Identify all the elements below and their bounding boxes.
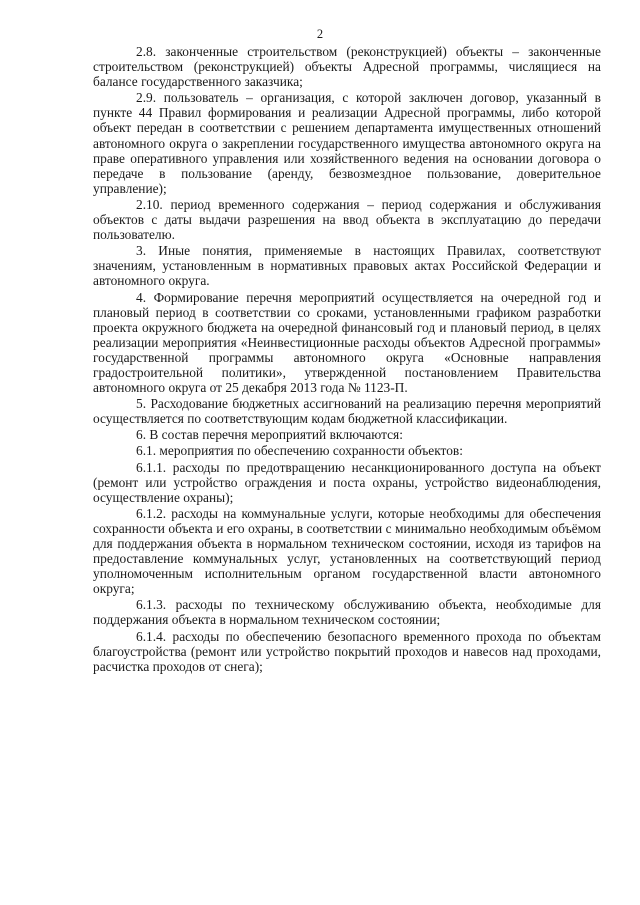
paragraph-2-10: 2.10. период временного содержания – период содержания и обслуживания объектов с даты выдачи разрешения на ввод объекта в эксплуатацию до передачи пользователю.	[93, 196, 601, 243]
page-number: 2	[316, 27, 324, 41]
document-body	[93, 44, 601, 675]
paragraph-5: 5. Расходование бюджетных ассигнований на реализацию перечня мероприятий осуществляется по соответствующим кодам бюджетной классификации.	[93, 396, 601, 427]
paragraph-6-1-2: 6.1.2. расходы на коммунальные услуги, которые необходимы для обеспечения сохранности объекта и его охраны, в соответствии с минимально необходимым объёмом для поддержания объекта в нормальном техническом состоянии, исходя из тарифов на предоставление коммунальных услуг, установленных на соответствующий период уполномоченным исполнительным органом государственной власти автономного округа;	[93, 505, 601, 597]
paragraph-6-1: 6.1. мероприятия по обеспечению сохранности объектов:	[136, 443, 463, 459]
paragraph-6-1-1: 6.1.1. расходы по предотвращению несанкционированного доступа на объект (ремонт или устройство ограждения и поста охраны, устройство видеонаблюдения, осуществление охраны);	[93, 459, 601, 505]
paragraph-6: 6. В состав перечня мероприятий включаются:	[136, 427, 403, 443]
paragraph-2-8: 2.8. законченные строительством (реконструкцией) объекты – законченные строительством (реконструкцией) объекты Адресной программы, числящиеся на балансе государственного заказчика;	[93, 44, 601, 90]
paragraph-6-1-3: 6.1.3. расходы по техническому обслуживанию объекта, необходимые для поддержания объекта в нормальном техническом состоянии;	[93, 597, 601, 628]
paragraph-2-9: 2.9. пользователь – организация, с которой заключен договор, указанный в пункте 44 Правил формирования и реализации Адресной программы, либо которой объект передан в соответствии с решением департамента имущественных отношений автономного округа о закреплении государственного имущества автономного округа на праве оперативного управления или хозяйственного ведения на основании договора о передаче в пользование (аренду, безвозмездное пользование, доверительное управление);	[93, 90, 601, 196]
paragraph-3: 3. Иные понятия, применяемые в настоящих Правилах, соответствуют значениям, установленным в нормативных правовых актах Российской Федерации и автономного округа.	[93, 243, 601, 289]
paragraph-4: 4. Формирование перечня мероприятий осуществляется на очередной год и плановый период в соответствии со сроками, установленными графиком разработки проекта окружного бюджета на очередной финансовый год и плановый период, в целях реализации мероприятия «Неинвестиционные расходы объектов Адресной программы» государственной программы автономного округа «Основные направления градостроительной политики», утвержденной постановлением Правительства автономного округа от 25 декабря 2013 года № 1123-П.	[93, 289, 601, 396]
paragraph-6-1-4: 6.1.4. расходы по обеспечению безопасного временного прохода по объектам благоустройства (ремонт или устройство покрытий проходов и навесов над проходами, расчистка проходов от снега);	[93, 628, 601, 674]
